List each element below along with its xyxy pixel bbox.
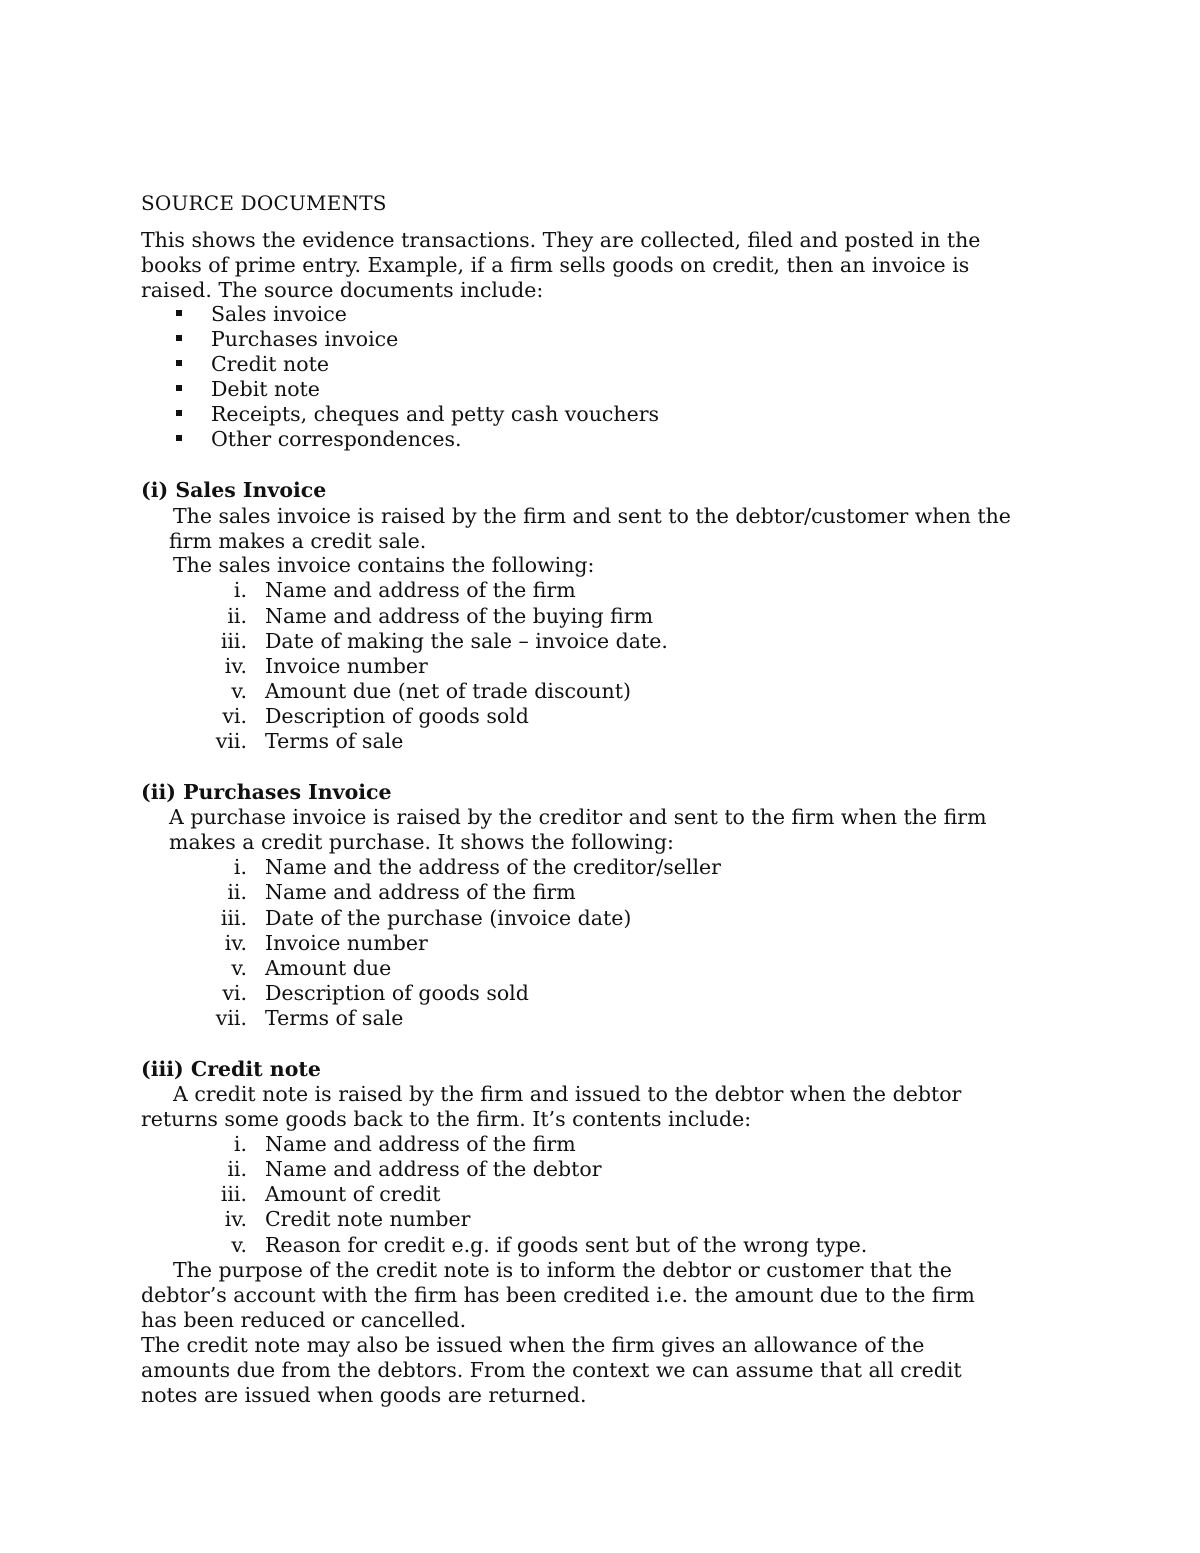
list-item: Other correspondences. [211,427,462,451]
list-item: Credit note number [265,1207,471,1231]
list-item: Purchases invoice [211,327,399,351]
list-number: iii. [220,1182,247,1206]
credit-note-closing: has been reduced or cancelled. [141,1308,467,1332]
list-number: i. [233,1132,247,1156]
list-item: Name and address of the firm [265,578,576,602]
list-item: Name and address of the firm [265,880,576,904]
bullet-icon [176,310,184,318]
list-item: Receipts, cheques and petty cash vouchers [211,402,660,426]
list-item: Name and address of the firm [265,1132,576,1156]
list-item: Description of goods sold [265,704,529,728]
sales-invoice-paragraph: The sales invoice contains the following: [173,553,595,577]
credit-note-paragraph: A credit note is raised by the firm and issued to the debtor when the debtor [173,1082,962,1106]
list-item: Name and address of the buying firm [265,604,654,628]
section-heading-purchases-invoice: (ii) Purchases Invoice [141,780,392,804]
bullet-icon [176,435,184,443]
list-number: vi. [222,981,247,1005]
list-item: Amount of credit [265,1182,441,1206]
list-item: Debit note [211,377,320,401]
purchases-invoice-paragraph: makes a credit purchase. It shows the following: [169,830,674,854]
list-number: v. [231,956,247,980]
list-item: Invoice number [265,654,428,678]
credit-note-closing: The purpose of the credit note is to inform the debtor or customer that the [173,1258,952,1282]
list-number: i. [233,855,247,879]
credit-note-paragraph: returns some goods back to the firm. It’s contents include: [141,1107,752,1131]
list-number: vii. [215,1006,247,1030]
list-item: Terms of sale [265,1006,404,1030]
list-item: Date of the purchase (invoice date) [265,906,632,930]
list-item: Name and the address of the creditor/seller [265,855,721,879]
list-number: iii. [220,906,247,930]
bullet-icon [176,410,184,418]
list-number: vii. [215,729,247,753]
list-number: v. [231,1233,247,1257]
list-number: iv. [224,654,247,678]
list-number: ii. [227,880,247,904]
list-item: Name and address of the debtor [265,1157,602,1181]
credit-note-closing: notes are issued when goods are returned. [141,1383,587,1407]
purchases-invoice-paragraph: A purchase invoice is raised by the creditor and sent to the firm when the firm [169,805,987,829]
bullet-icon [176,385,184,393]
list-item: Invoice number [265,931,428,955]
list-item: Description of goods sold [265,981,529,1005]
list-item: Amount due (net of trade discount) [265,679,631,703]
list-number: v. [231,679,247,703]
bullet-icon [176,360,184,368]
intro-line: This shows the evidence transactions. They are collected, filed and posted in the [141,228,981,252]
sales-invoice-paragraph: firm makes a credit sale. [169,529,427,553]
list-item: Credit note [211,352,329,376]
list-number: ii. [227,604,247,628]
bullet-icon [176,335,184,343]
list-item: Sales invoice [211,302,347,326]
sales-invoice-paragraph: The sales invoice is raised by the firm and sent to the debtor/customer when the [173,504,1011,528]
credit-note-closing: debtor’s account with the firm has been credited i.e. the amount due to the firm [141,1283,975,1307]
list-item: Reason for credit e.g. if goods sent but of the wrong type. [265,1233,868,1257]
list-number: iv. [224,1207,247,1231]
list-number: iii. [220,629,247,653]
list-item: Date of making the sale – invoice date. [265,629,668,653]
credit-note-closing: amounts due from the debtors. From the context we can assume that all credit [141,1358,962,1382]
page-title: SOURCE DOCUMENTS [141,191,387,215]
list-item: Amount due [265,956,392,980]
intro-line: raised. The source documents include: [141,278,544,302]
intro-line: books of prime entry. Example, if a firm sells goods on credit, then an invoice is [141,253,970,277]
section-heading-sales-invoice: (i) Sales Invoice [141,478,327,502]
credit-note-closing: The credit note may also be issued when the firm gives an allowance of the [141,1333,925,1357]
list-number: i. [233,578,247,602]
section-heading-credit-note: (iii) Credit note [141,1057,321,1081]
list-number: ii. [227,1157,247,1181]
list-item: Terms of sale [265,729,404,753]
list-number: vi. [222,704,247,728]
list-number: iv. [224,931,247,955]
